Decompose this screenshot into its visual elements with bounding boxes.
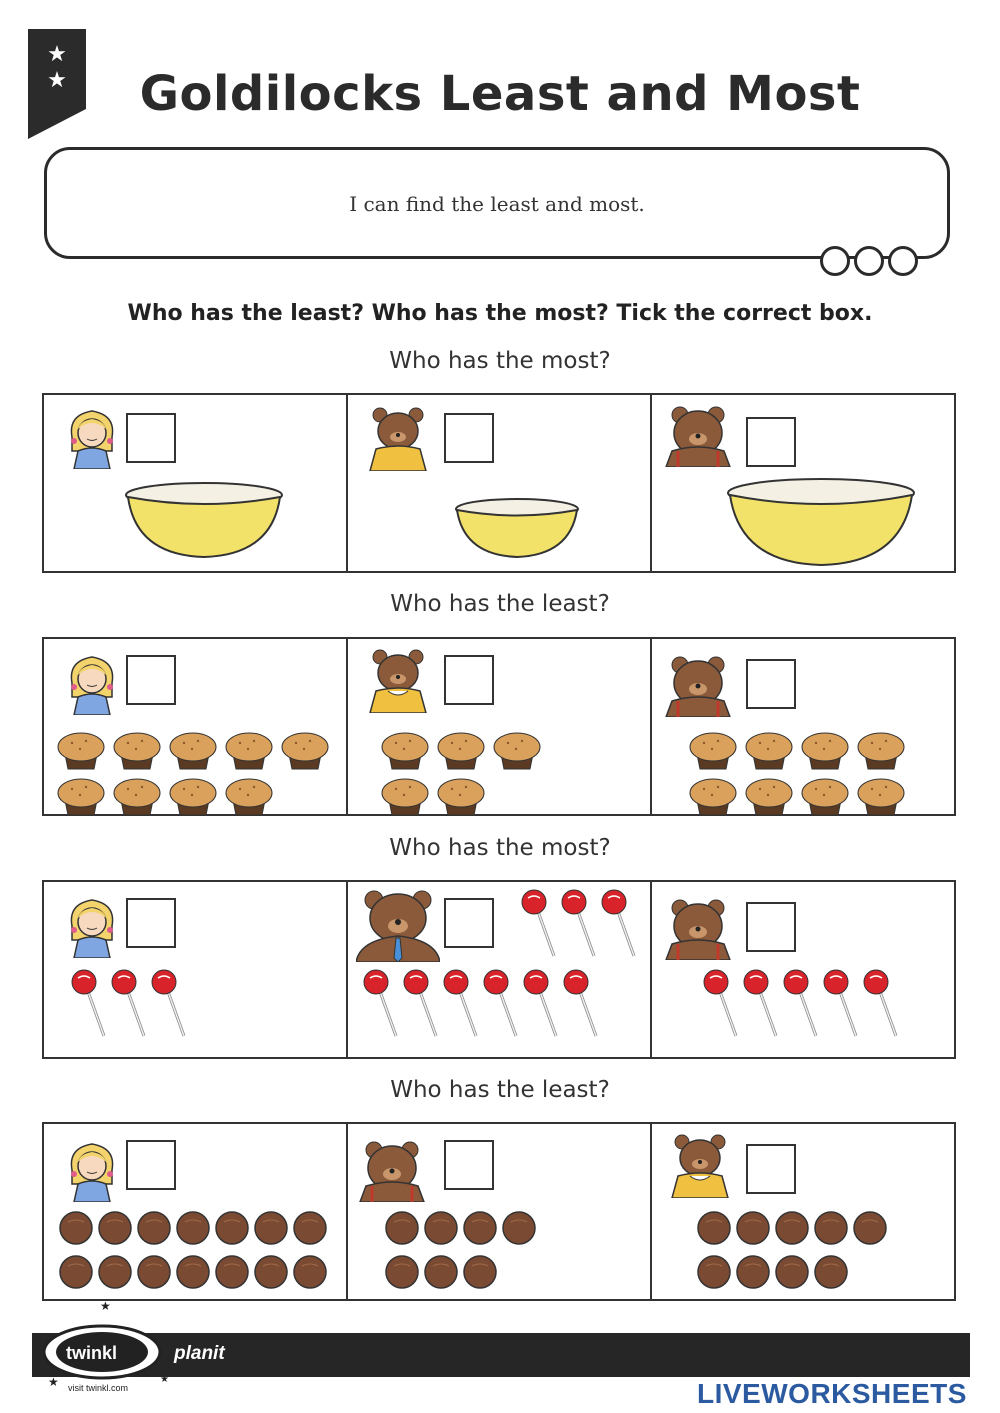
circle-icon xyxy=(888,246,918,276)
row-1 xyxy=(42,393,956,573)
muffin-icon xyxy=(280,727,336,773)
goldilocks-icon xyxy=(64,896,120,962)
objective-circles xyxy=(820,246,922,280)
cookie-icon xyxy=(136,1254,175,1298)
cell xyxy=(652,639,954,814)
cookie-icon xyxy=(774,1210,813,1254)
mummy-bear-icon xyxy=(668,1132,732,1202)
page-title: Goldilocks Least and Most xyxy=(139,66,861,122)
tick-box[interactable] xyxy=(444,898,494,948)
tick-box[interactable] xyxy=(126,898,176,948)
star-icon: ★ xyxy=(47,42,67,67)
porridge-bowl-icon xyxy=(124,481,284,559)
lollipop-icon xyxy=(362,968,402,1044)
footer-subject: Maths xyxy=(584,14,619,28)
lollipop-icon xyxy=(742,968,782,1044)
cookie-icon xyxy=(97,1254,136,1298)
cell xyxy=(44,639,348,814)
circle-icon xyxy=(820,246,850,276)
lollipop-group xyxy=(70,968,270,1044)
porridge-bowl-icon xyxy=(454,497,580,559)
star-icon: ★ xyxy=(47,68,67,93)
muffin-icon xyxy=(56,727,112,773)
cookie-icon xyxy=(735,1254,774,1298)
muffin-icon xyxy=(112,773,168,819)
liveworksheets-watermark: LIVEWORKSHEETS xyxy=(697,1378,967,1409)
question-4: Who has the least? xyxy=(390,1077,610,1103)
lollipop-icon xyxy=(482,968,522,1044)
lollipop-icon xyxy=(562,968,602,1044)
daddy-bear-icon xyxy=(664,403,732,471)
goldilocks-icon xyxy=(64,1140,120,1206)
lollipop-icon xyxy=(402,968,442,1044)
tick-box[interactable] xyxy=(746,1144,796,1194)
muffin-icon xyxy=(436,773,492,819)
cell xyxy=(652,1124,954,1299)
cell xyxy=(348,395,652,571)
brand-name: twinkl xyxy=(66,1343,118,1363)
cookie-icon xyxy=(292,1254,331,1298)
muffin-icon xyxy=(744,727,800,773)
cell xyxy=(652,882,954,1057)
cell xyxy=(348,639,652,814)
lollipop-icon xyxy=(150,968,190,1044)
cookie-icon xyxy=(813,1254,852,1298)
cookie-icon xyxy=(696,1210,735,1254)
baby-bear-icon xyxy=(366,405,430,475)
question-3: Who has the most? xyxy=(389,835,611,861)
muffin-icon xyxy=(168,727,224,773)
lollipop-icon xyxy=(520,888,560,964)
lollipop-group xyxy=(362,968,652,1044)
svg-text:★: ★ xyxy=(48,1375,59,1389)
cookie-icon xyxy=(214,1210,253,1254)
cell xyxy=(652,395,954,571)
muffin-icon xyxy=(168,773,224,819)
cookie-icon xyxy=(462,1254,501,1298)
cell xyxy=(348,882,652,1057)
muffin-icon xyxy=(688,773,744,819)
lollipop-icon xyxy=(442,968,482,1044)
question-1: Who has the most? xyxy=(389,348,611,374)
lollipop-group xyxy=(702,968,942,1044)
instruction: Who has the least? Who has the most? Tick the correct box. xyxy=(127,301,873,326)
visit-link[interactable]: visit twinkl.com xyxy=(68,1383,129,1393)
cookie-icon xyxy=(175,1254,214,1298)
cookie-icon xyxy=(696,1254,735,1298)
footer-info: I Year 1 I Number and Place Value I Goldilocks Least and Most xyxy=(618,14,956,28)
cookie-icon xyxy=(214,1254,253,1298)
cookie-group xyxy=(58,1210,348,1298)
cookie-icon xyxy=(813,1210,852,1254)
lollipop-icon xyxy=(600,888,640,964)
muffin-icon xyxy=(224,727,280,773)
muffin-group xyxy=(56,727,346,819)
mummy-bear-icon xyxy=(366,647,430,717)
objective-text: I can find the least and most. xyxy=(349,192,645,216)
cell xyxy=(44,1124,348,1299)
cookie-icon xyxy=(384,1210,423,1254)
lollipop-icon xyxy=(822,968,862,1044)
cookie-group xyxy=(384,1210,554,1298)
lollipop-icon xyxy=(110,968,150,1044)
tick-box[interactable] xyxy=(746,417,796,467)
muffin-icon xyxy=(112,727,168,773)
cookie-icon xyxy=(852,1210,891,1254)
tick-box[interactable] xyxy=(746,902,796,952)
goldilocks-icon xyxy=(64,653,120,719)
tick-box[interactable] xyxy=(126,655,176,705)
cookie-icon xyxy=(253,1210,292,1254)
cookie-icon xyxy=(423,1210,462,1254)
row-4 xyxy=(42,1122,956,1301)
tick-box[interactable] xyxy=(444,413,494,463)
daddy-bear-icon xyxy=(664,653,732,721)
lollipop-icon xyxy=(522,968,562,1044)
cookie-icon xyxy=(97,1210,136,1254)
goldilocks-icon xyxy=(64,407,120,473)
cell xyxy=(44,882,348,1057)
product-name: planit xyxy=(174,1343,225,1364)
tick-box[interactable] xyxy=(444,655,494,705)
muffin-icon xyxy=(492,727,548,773)
daddy-bear-icon xyxy=(356,886,440,966)
cookie-icon xyxy=(253,1254,292,1298)
lollipop-icon xyxy=(782,968,822,1044)
svg-text:★: ★ xyxy=(100,1300,111,1313)
muffin-icon xyxy=(380,727,436,773)
cookie-icon xyxy=(501,1210,540,1254)
muffin-group xyxy=(380,727,560,819)
cookie-icon xyxy=(735,1210,774,1254)
muffin-icon xyxy=(856,773,912,819)
porridge-bowl-icon xyxy=(726,477,916,567)
cookie-icon xyxy=(136,1210,175,1254)
circle-icon xyxy=(854,246,884,276)
muffin-icon xyxy=(688,727,744,773)
muffin-icon xyxy=(800,773,856,819)
baby-bear-icon xyxy=(358,1138,426,1206)
baby-bear-icon xyxy=(664,896,732,964)
svg-text:★: ★ xyxy=(160,1374,169,1385)
cookie-icon xyxy=(58,1210,97,1254)
muffin-icon xyxy=(380,773,436,819)
cell xyxy=(44,395,348,571)
tick-box[interactable] xyxy=(126,413,176,463)
muffin-icon xyxy=(800,727,856,773)
cookie-icon xyxy=(774,1254,813,1298)
muffin-icon xyxy=(436,727,492,773)
row-3 xyxy=(42,880,956,1059)
muffin-icon xyxy=(856,727,912,773)
cookie-icon xyxy=(384,1254,423,1298)
tick-box[interactable] xyxy=(444,1140,494,1190)
cookie-icon xyxy=(175,1210,214,1254)
question-2: Who has the least? xyxy=(390,591,610,617)
lollipop-icon xyxy=(702,968,742,1044)
cookie-icon xyxy=(58,1254,97,1298)
cookie-group xyxy=(696,1210,906,1298)
muffin-icon xyxy=(224,773,280,819)
cookie-icon xyxy=(292,1210,331,1254)
cookie-icon xyxy=(423,1254,462,1298)
cell xyxy=(348,1124,652,1299)
muffin-icon xyxy=(56,773,112,819)
muffin-icon xyxy=(744,773,800,819)
lollipop-group xyxy=(520,888,650,964)
tick-box[interactable] xyxy=(126,1140,176,1190)
tick-box[interactable] xyxy=(746,659,796,709)
muffin-group xyxy=(688,727,928,819)
cookie-icon xyxy=(462,1210,501,1254)
lollipop-icon xyxy=(560,888,600,964)
lollipop-icon xyxy=(862,968,902,1044)
footer-details xyxy=(584,14,956,28)
row-2 xyxy=(42,637,956,816)
lollipop-icon xyxy=(70,968,110,1044)
